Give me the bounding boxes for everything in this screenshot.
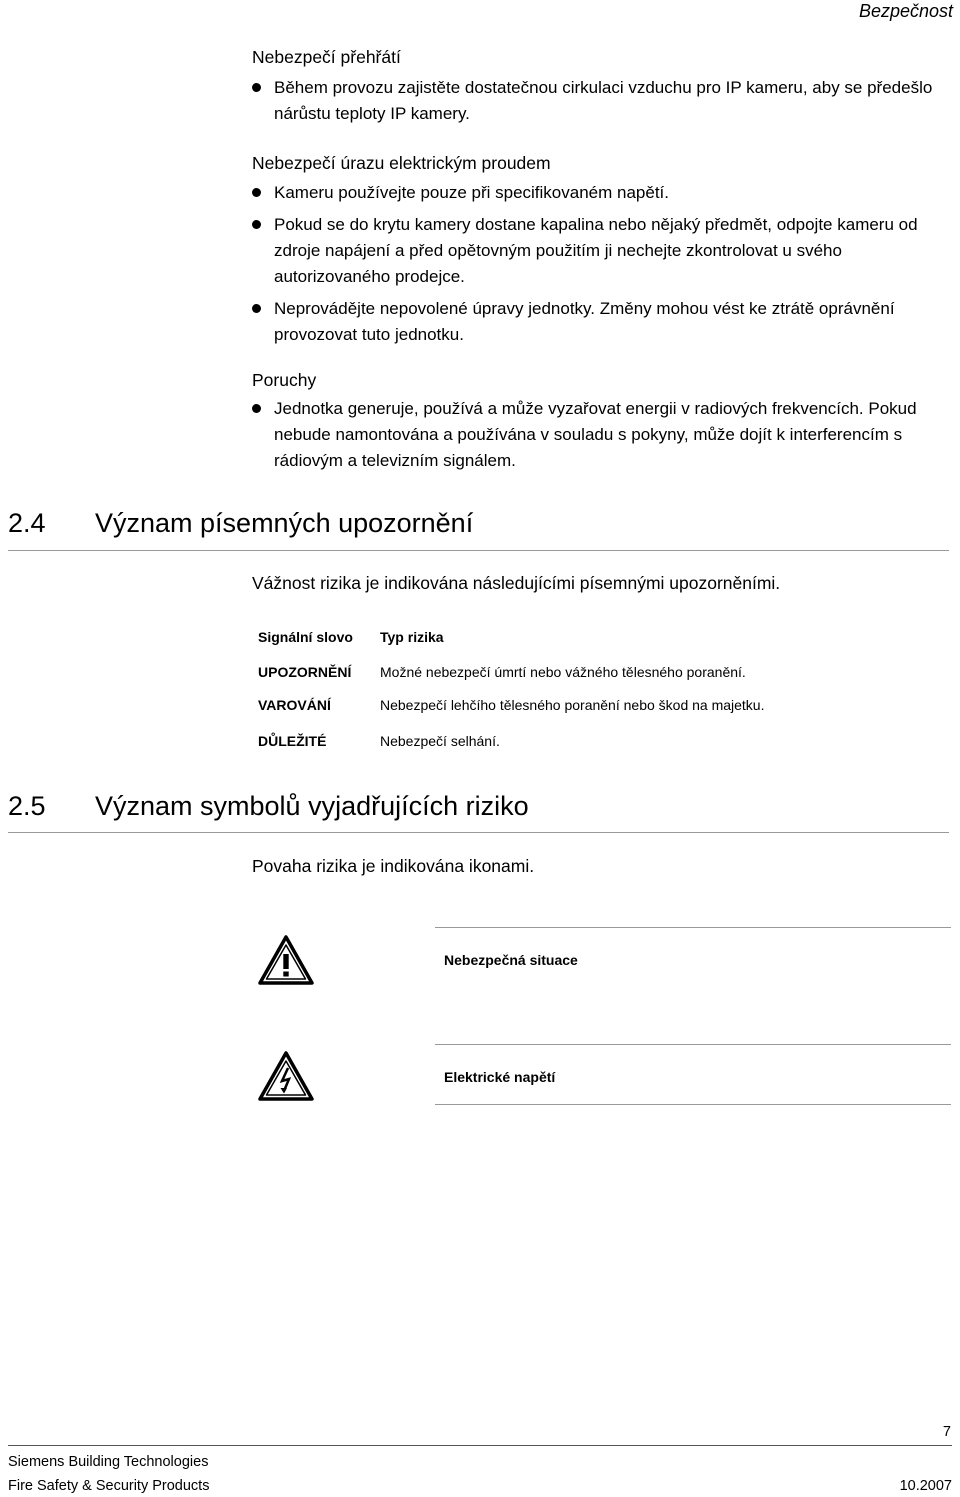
warning-triangle-icon	[258, 935, 314, 985]
electric-shock-list	[252, 180, 952, 348]
footer-division: Fire Safety & Security Products	[8, 1478, 210, 1494]
faults-title: Poruchy	[252, 370, 317, 390]
table-cell-signal-word: UPOZORNĚNÍ	[258, 664, 352, 680]
list-item: Jednotka generuje, používá a může vyzařovat energii v radiových frekvencích. Pokud nebude namontována a používána v souladu s pokyny, může dojít k interferencím s rádiovým a televizním signálem.	[252, 396, 952, 474]
symbol-label: Nebezpečná situace	[444, 952, 578, 968]
high-voltage-icon	[258, 1051, 314, 1101]
section-2-5-intro: Povaha rizika je indikována ikonami.	[252, 856, 535, 876]
symbol-row-divider	[435, 927, 951, 928]
faults-list	[252, 396, 952, 474]
electric-shock-title: Nebezpečí úrazu elektrickým proudem	[252, 153, 551, 173]
table-header-risk-type: Typ rizika	[380, 629, 444, 645]
footer-company: Siemens Building Technologies	[8, 1454, 209, 1470]
symbol-row-divider	[435, 1104, 951, 1105]
section-number: 2.4	[8, 508, 46, 538]
section-number: 2.5	[8, 791, 46, 821]
bullet-icon	[252, 83, 261, 92]
table-cell-risk-type: Nebezpečí lehčího tělesného poranění nebo škod na majetku.	[380, 697, 765, 713]
footer-date: 10.2007	[899, 1478, 952, 1494]
overheating-list	[252, 75, 952, 127]
section-divider	[8, 832, 949, 833]
section-title: Význam symbolů vyjadřujících riziko	[95, 791, 529, 821]
table-cell-risk-type: Možné nebezpečí úmrtí nebo vážného tělesného poranění.	[380, 664, 746, 680]
section-divider	[8, 550, 949, 551]
bullet-icon	[252, 404, 261, 413]
list-item: Během provozu zajistěte dostatečnou cirkulaci vzduchu pro IP kameru, aby se předešlo nárůstu teploty IP kamery.	[252, 75, 952, 127]
section-2-4-heading	[8, 506, 473, 540]
symbol-row-divider	[435, 1044, 951, 1045]
symbol-label: Elektrické napětí	[444, 1069, 556, 1085]
bullet-icon	[252, 304, 261, 313]
running-header: Bezpečnost	[858, 1, 953, 21]
section-2-5-heading	[8, 789, 529, 823]
table-cell-risk-type: Nebezpečí selhání.	[380, 733, 500, 749]
list-item: Neprovádějte nepovolené úpravy jednotky. Změny mohou vést ke ztrátě oprávnění provozovat tuto jednotku.	[252, 296, 952, 348]
section-2-4-intro: Vážnost rizika je indikována následujícími písemnými upozorněními.	[252, 573, 781, 593]
list-item: Pokud se do krytu kamery dostane kapalina nebo nějaký předmět, odpojte kameru od zdroje napájení a před opětovným použitím ji nechejte zkontrolovat u svého autorizovaného prodejce.	[252, 212, 952, 290]
section-title: Význam písemných upozornění	[95, 508, 474, 538]
table-header-signal-word: Signální slovo	[258, 629, 353, 645]
overheating-title: Nebezpečí přehřátí	[252, 47, 401, 67]
footer-divider	[8, 1445, 952, 1446]
page-number: 7	[942, 1424, 951, 1440]
bullet-icon	[252, 220, 261, 229]
list-item: Kameru používejte pouze při specifikovaném napětí.	[252, 180, 952, 206]
table-cell-signal-word: VAROVÁNÍ	[258, 697, 331, 713]
bullet-icon	[252, 188, 261, 197]
table-cell-signal-word: DŮLEŽITÉ	[258, 733, 327, 749]
